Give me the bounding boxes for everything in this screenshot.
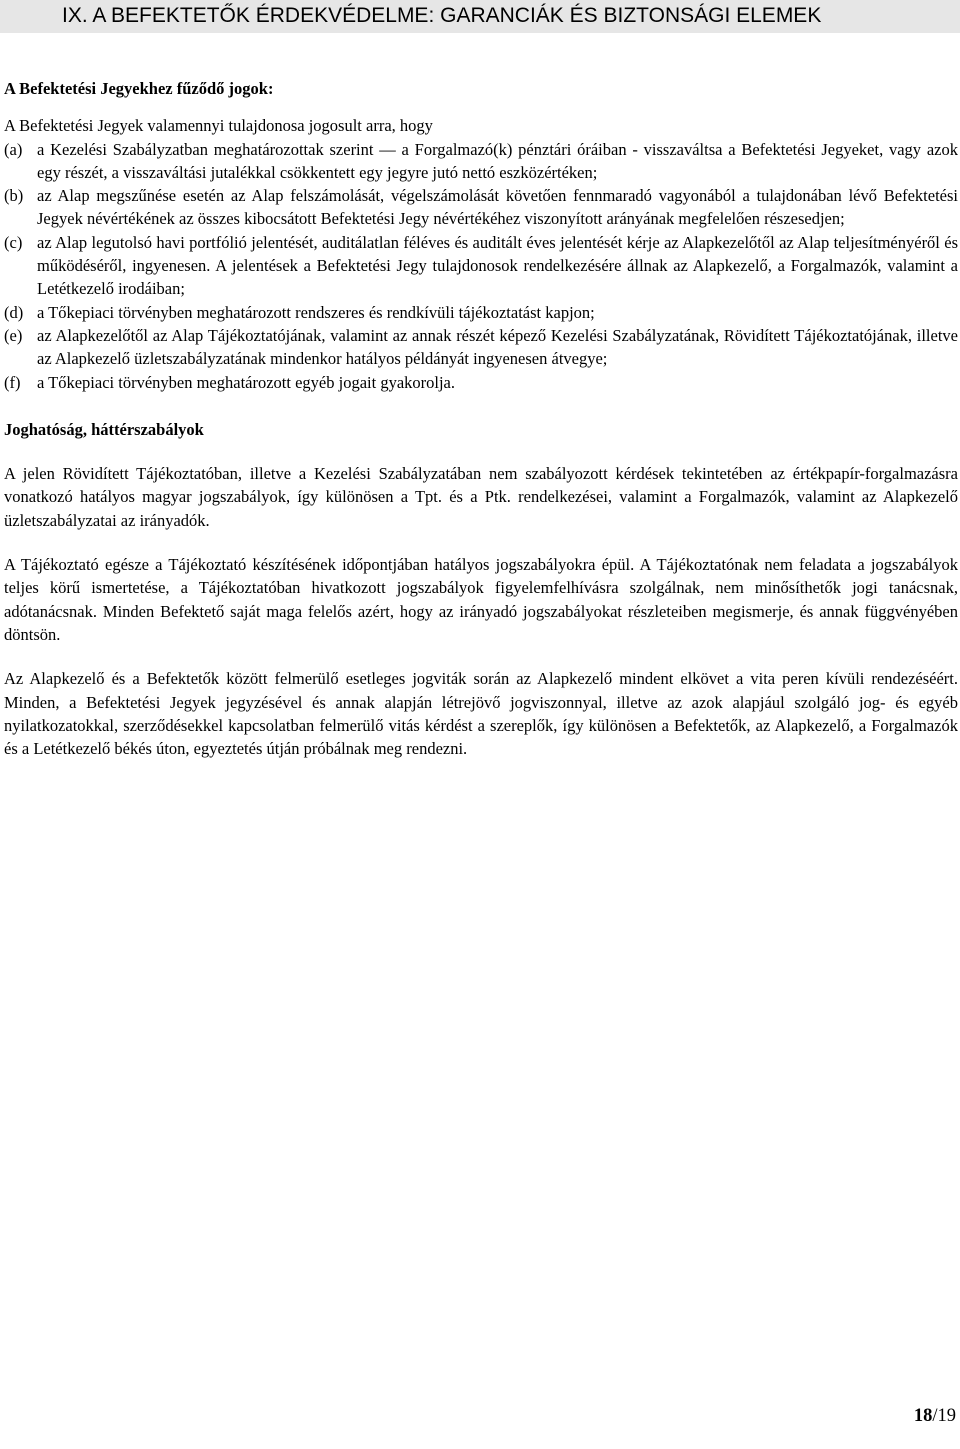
rights-intro: A Befektetési Jegyek valamennyi tulajdonosa jogosult arra, hogy [4,116,433,136]
page-number-current: 18 [913,1406,933,1426]
page-number [914,1406,956,1427]
rights-list [4,138,958,394]
list-item-text: az Alap megszűnése esetén az Alap felszámolását, végelszámolását követően fennmaradó vagyonából a tulajdonában lévő Befektetési Jegyek névértékének az összes kibocsátott Befektetési Jegy névértékéhez viszonyított arányának megfelelően részesedjen; [37,186,958,229]
spacer [4,441,958,462]
list-marker: (c) [4,232,23,252]
spacer [4,394,958,418]
spacer [4,100,958,114]
list-marker: (f) [4,372,21,392]
list-item [4,324,958,371]
list-item [4,231,958,301]
jurisdiction-title: Joghatóság, háttérszabályok [4,419,204,439]
document-body [4,77,958,760]
list-item [4,371,958,394]
list-marker: (b) [4,186,24,206]
list-item-text: az Alapkezelőtől az Alap Tájékoztatójának, valamint az annak részét képező Kezelési Szabályzatának, Rövidített Tájékoztatójának, illetve az Alapkezelő üzletszabályzatának mindenkor hatályos példányát ingyenesen átvegye; [37,325,958,369]
list-item-text: a Tőkepiaci törvényben meghatározott egyéb jogait gyakorolja. [37,372,456,392]
list-item-text: a Kezelési Szabályzatban meghatározottak szerint — a Forgalmazó(k) pénztári óráiban - visszaváltsa a Befektetési Jegyeket, vagy azok egy részét, a visszaváltási jutalékkal csökkentett egy jegyre jutó nettó eszközértéken; [37,139,958,182]
paragraph: A Tájékoztató egésze a Tájékoztató készítésének időpontjában hatályos jogszabályokra épül. A Tájékoztatónak nem feladata a jogszabályok teljes körű ismertetése, a Tájékoztatóban hivatkozott jogszabályok figyelemfelhívásra szolgálnak, nem minősíthetők jogi tanácsnak, adótanácsnak. Minden Befektető saját maga felelős azért, hogy az irányadó jogszabályokat részleteiben megismerje, és annak függvényében döntsön. [4,555,958,644]
page-number-total: /19 [932,1406,956,1426]
list-item [4,301,958,324]
list-marker: (a) [4,139,23,159]
paragraph: Az Alapkezelő és a Befektetők között felmerülő esetleges jogviták során az Alapkezelő mindent elkövet a vita peren kívüli rendezéséért. Minden, a Befektetési Jegyek jegyzésével és annak alapján létrejövő jogviszonnyal, illetve az azok alapjául szolgáló jog- és egyéb nyilatkozatokkal, szerződésekkel kapcsolatban felmerülő vitás kérdést a szereplők, így különösen a Befektetők, az Alapkezelő, a Forgalmazók és a Letétkezelő békés úton, egyeztetés útján próbálnak meg rendezni. [4,669,958,759]
list-marker: (e) [4,325,23,345]
list-item [4,138,958,185]
rights-title: A Befektetési Jegyekhez fűződő jogok: [4,79,274,98]
section-heading: IX. A BEFEKTETŐK ÉRDEKVÉDELME: GARANCIÁK ÉS BIZTONSÁGI ELEMEK [0,0,960,33]
spacer [4,646,958,667]
list-item [4,184,958,231]
list-item-text: a Tőkepiaci törvényben meghatározott rendszeres és rendkívüli tájékoztatást kapjon; [37,302,595,322]
spacer [4,532,958,553]
list-item-text: az Alap legutolsó havi portfólió jelentését, auditálatlan féléves és auditált éves jelentését kérje az Alapkezelőtől az Alap teljesítményéről és működéséről, ingyenesen. A jelentések a Befektetési Jegy tulajdonosok rendelkezésére állnak az Alapkezelő, a Forgalmazók, valamint a Letétkezelő irodáiban; [37,232,958,299]
list-marker: (d) [4,302,24,322]
paragraph: A jelen Rövidített Tájékoztatóban, illetve a Kezelési Szabályzatában nem szabályozott kérdések tekintetében az értékpapír-forgalmazásra vonatkozó hatályos magyar jogszabályok, így különösen a Tpt. és a Ptk. rendelkezései, valamint a Forgalmazók, valamint az Alapkezelő üzletszabályzatai az irányadók. [4,464,958,530]
